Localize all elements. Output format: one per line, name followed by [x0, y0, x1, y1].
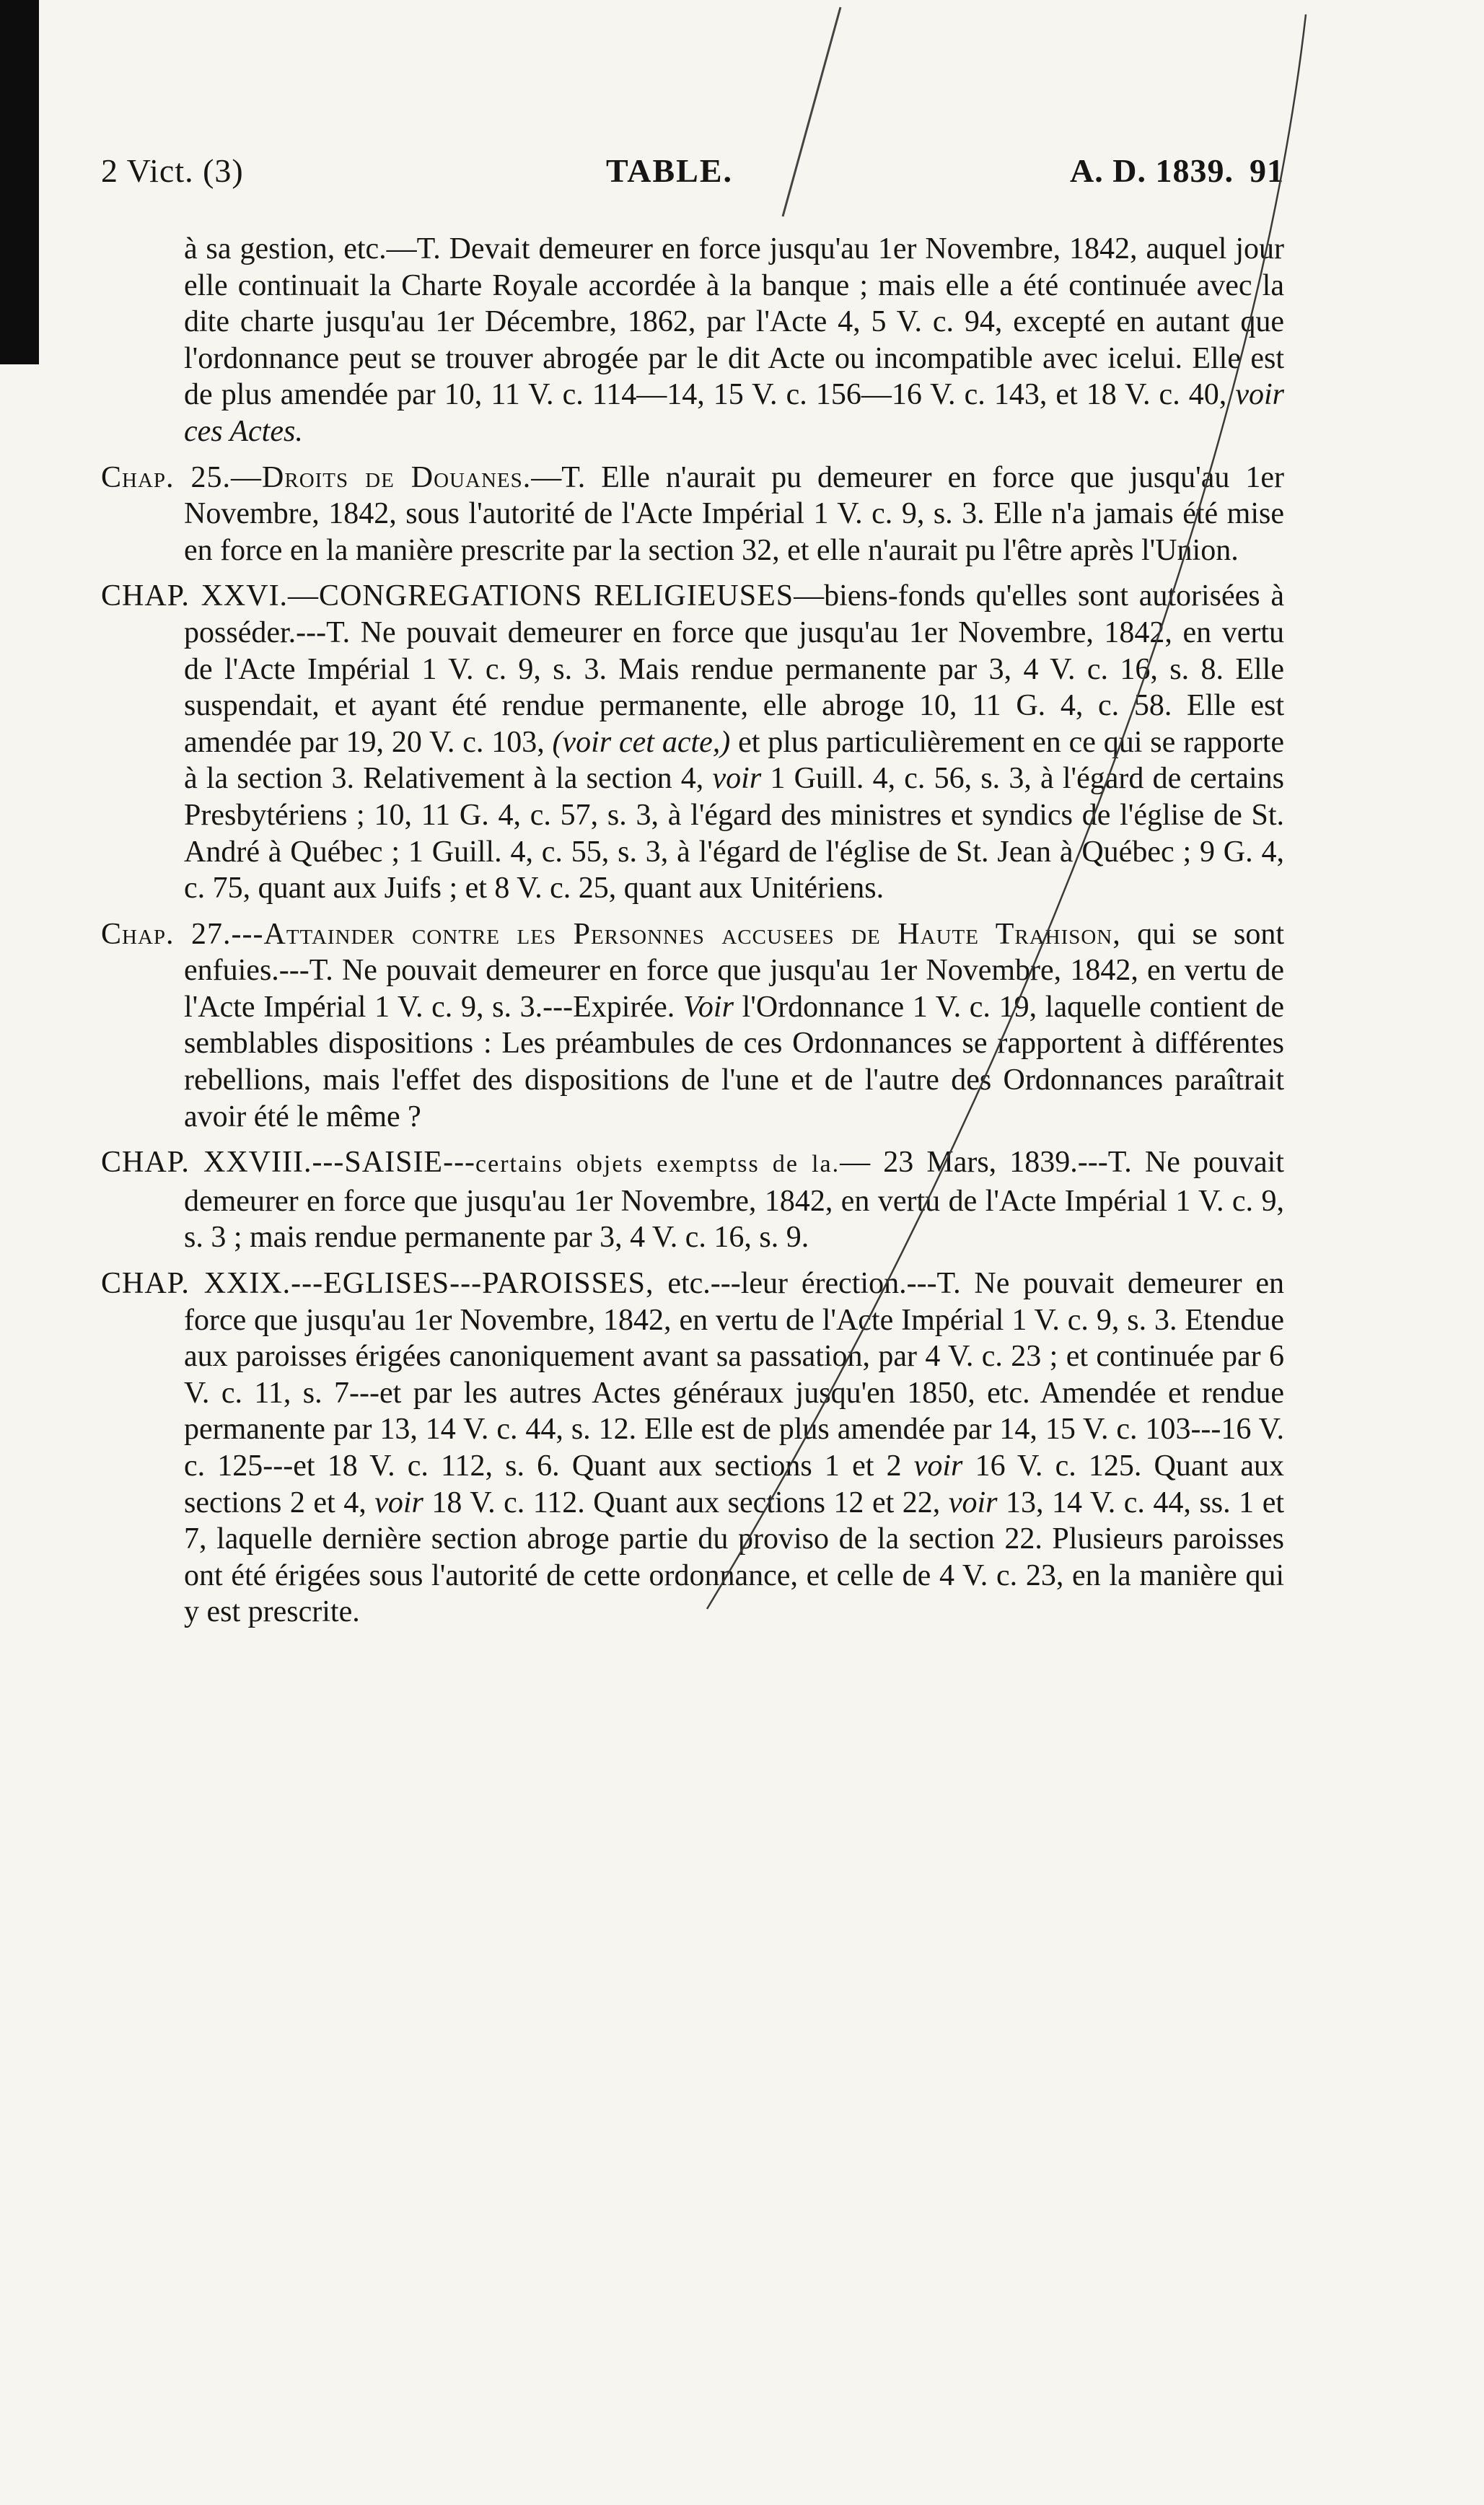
entry-text: 13, 14 V. c. 44, ss. 1 et 7, laquelle dernière section abroge partie du proviso de la section 22. Plusieurs paroisses ont été érigées sous l'autorité de cette ordonnance, et celle de 4 V. c. 23, en la manière qui y est prescrite.	[184, 1486, 1285, 1629]
entry-chap-25	[101, 460, 1284, 569]
entry-continued	[101, 231, 1284, 450]
entry-text: qui se sont enfuies.---T. Ne pouvait demeurer en force que jusqu'au 1er Novembre, 1842, en vertu de l'Acte Impérial 1 V. c. 9, s. 3.---Expirée.	[184, 917, 1285, 1024]
entry-heading: CHAP. XXVI.—CONGREGATIONS RELIGIEUSES	[101, 579, 794, 613]
entry-ref: Voir	[682, 990, 734, 1024]
entry-text: etc.---leur érection.---T. Ne pouvait demeurer en force que jusqu'au 1er Novembre, 1842, en vertu de l'Acte Impérial 1 V. c. 9, s. 3. Etendue aux paroisses érigées canoniquement avant sa passation, par 4 V. c. 23 ; et continuée par 6 V. c. 11, s. 7---et par les autres Actes généraux jusqu'en 1850, etc. Amendée et rendue permanente par 13, 14 V. c. 44, s. 12. Elle est de plus amendée par 14, 15 V. c. 103---16 V. c. 125---et 18 V. c. 112, s. 6. Quant aux sections 1 et 2	[184, 1267, 1285, 1483]
entry-heading: Chap. 25.—Droits de Douanes.	[101, 460, 532, 494]
entry-text: et plus particulièrement en ce qui se rapporte à la section 3. Relativement à la section 4,	[184, 725, 1285, 796]
entry-text: — 23 Mars, 1839.---T. Ne pouvait demeurer en force que jusqu'au 1er Novembre, 1842, en vertu de l'Acte Impérial 1 V. c. 9, s. 3 ; mais rendue permanente par 3, 4 V. c. 16, s. 9.	[184, 1146, 1284, 1255]
entry-chap-29	[101, 1265, 1284, 1631]
page-number: 91	[1250, 152, 1284, 189]
entry-heading: Chap. 27.---Attainder contre les Personnes accusees de Haute Trahison,	[101, 917, 1121, 951]
entry-ref: voir	[948, 1486, 998, 1519]
entry-chap-28	[101, 1144, 1284, 1256]
entry-ref: (voir cet acte,)	[552, 725, 731, 759]
entry-text: 16 V. c. 125. Quant aux sections 2 et 4,	[184, 1449, 1284, 1519]
scan-edge-bar	[0, 0, 39, 364]
entry-text: l'Ordonnance 1 V. c. 19, laquelle contient de semblables dispositions : Les préambules de ces Ordonnances se rapportent à différentes rebellions, mais l'effet des dispositions de l'une et de l'autre des Ordonnances paraîtrait avoir été le même ?	[184, 990, 1285, 1133]
entry-ref: voir	[712, 762, 762, 796]
entry-text: 1 Guill. 4, c. 56, s. 3, à l'égard de certains Presbytériens ; 10, 11 G. 4, c. 57, s. 3, à l'égard des ministres et syndics de l'église de St. André à Québec ; 1 Guill. 4, c. 55, s. 3, à l'égard de l'église de St. Jean à Québec ; 9 G. 4, c. 75, quant aux Juifs ; et 8 V. c. 25, quant aux Unitériens.	[184, 762, 1285, 905]
entry-chap-26	[101, 578, 1284, 906]
page-body	[101, 231, 1284, 1640]
entry-text: —biens-fonds qu'elles sont autorisées à posséder.---T. Ne pouvait demeurer en force que jusqu'au 1er Novembre, 1842, en vertu de l'Acte Impérial 1 V. c. 9, s. 3. Mais rendue permanente par 3, 4 V. c. 16, s. 8. Elle suspendait, et ayant été rendue permanente, elle abroge 10, 11 G. 4, c. 58. Elle est amendée par 19, 20 V. c. 103,	[184, 579, 1284, 759]
header-left: 2 Vict. (3)	[101, 152, 244, 189]
entry-chap-27	[101, 916, 1284, 1136]
entry-heading: CHAP. XXVIII.---SAISIE---	[101, 1146, 476, 1180]
entry-ref: voir ces Actes.	[184, 378, 1284, 448]
page-header	[101, 152, 1284, 202]
entry-heading-sub: certains objets exemptss de la.	[475, 1151, 840, 1178]
entry-text: —T. Elle n'aurait pu demeurer en force que jusqu'au 1er Novembre, 1842, sous l'autorité de l'Acte Impérial 1 V. c. 9, s. 3. Elle n'a jamais été mise en force en la manière prescrite par la section 32, et elle n'aurait pu l'être après l'Union.	[184, 460, 1284, 567]
entry-ref: voir	[913, 1449, 963, 1483]
entry-text: à sa gestion, etc.—T. Devait demeurer en force jusqu'au 1er Novembre, 1842, auquel jour elle continuait la Charte Royale accordée à la banque ; mais elle a été continuée avec la dite charte jusqu'au 1er Décembre, 1862, par l'Acte 4, 5 V. c. 94, excepté en autant que l'ordonnance peut se trouver abrogée par le dit Acte ou incompatible avec icelui. Elle est de plus amendée par 10, 11 V. c. 114—14, 15 V. c. 156—16 V. c. 143, et 18 V. c. 40,	[184, 232, 1284, 412]
entry-heading: CHAP. XXIX.---EGLISES---PAROISSES,	[101, 1267, 654, 1301]
entry-ref: voir	[374, 1486, 423, 1519]
header-year: A. D. 1839.	[1070, 152, 1234, 189]
header-title: TABLE.	[606, 152, 734, 189]
entry-text: 18 V. c. 112. Quant aux sections 12 et 22,	[431, 1486, 941, 1519]
